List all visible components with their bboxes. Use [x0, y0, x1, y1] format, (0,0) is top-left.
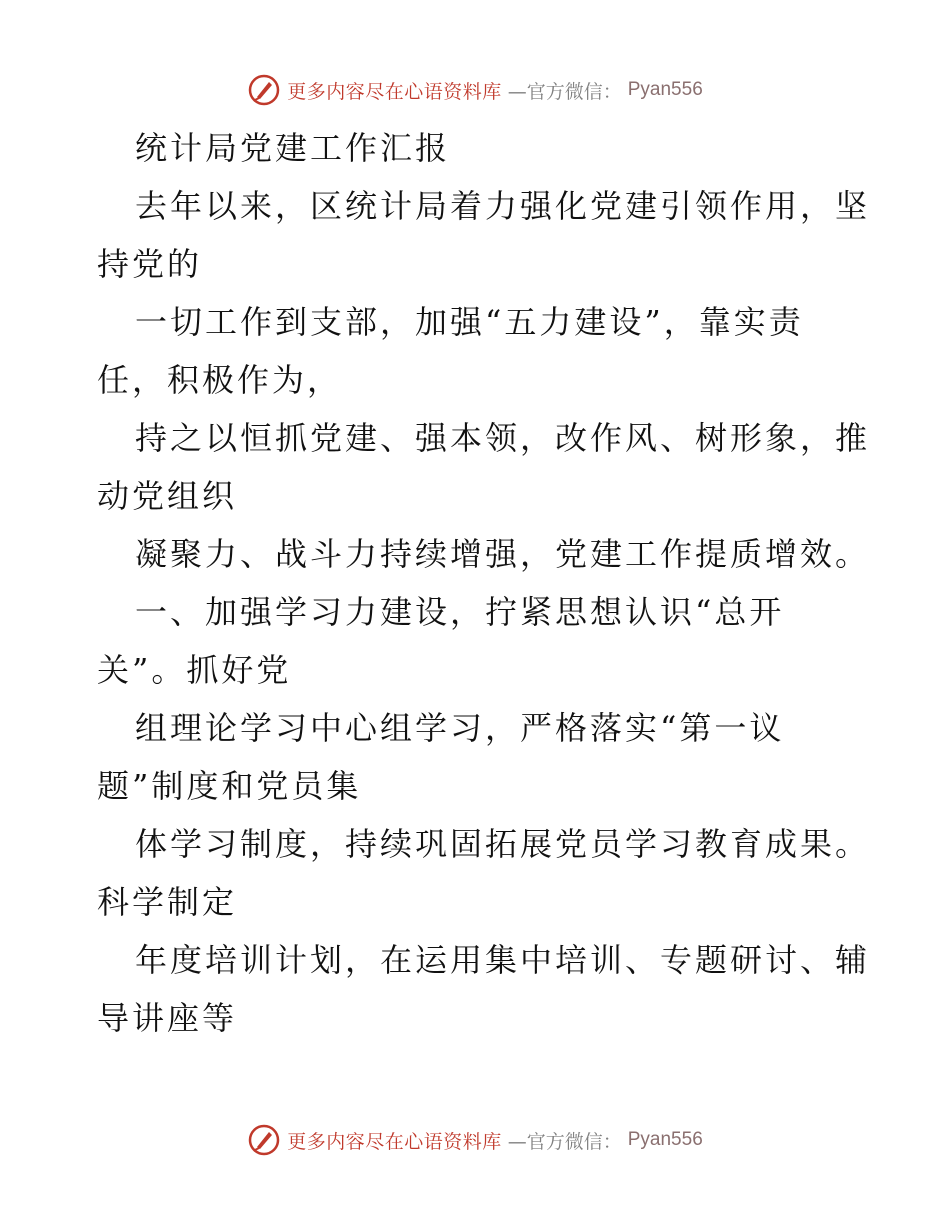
paragraph-line: 持党的	[97, 245, 203, 283]
watermark-text: 更多内容尽在心语资料库	[287, 80, 502, 103]
watermark-separator: —官方微信：	[507, 80, 622, 103]
paragraph-line: 动党组织	[97, 477, 238, 515]
watermark-wechat-id: Pyan556	[627, 79, 703, 100]
paragraph-line: 年度培训计划，在运用集中培训、专题研讨、辅	[135, 941, 871, 979]
watermark-separator: —官方微信：	[507, 1130, 622, 1153]
footer-watermark	[0, 1120, 950, 1160]
header-watermark	[0, 70, 950, 110]
paragraph-line: 组理论学习中心组学习，严格落实“第一议	[135, 709, 785, 747]
document-body	[97, 119, 871, 1047]
quill-seal-icon	[247, 1123, 281, 1157]
paragraph-line: 一切工作到支部，加强“五力建设”，靠实责	[135, 303, 804, 341]
watermark-text: 更多内容尽在心语资料库	[287, 1130, 502, 1153]
paragraph-line: 凝聚力、战斗力持续增强，党建工作提质增效。	[135, 535, 871, 573]
paragraph-line: 持之以恒抓党建、强本领，改作风、树形象，推	[135, 419, 871, 457]
quill-seal-icon	[247, 73, 281, 107]
paragraph-line: 导讲座等	[97, 999, 238, 1037]
watermark-wechat-id: Pyan556	[627, 1129, 703, 1150]
section-heading-line: 一、加强学习力建设，拧紧思想认识“总开	[135, 593, 785, 631]
paragraph-line: 题”制度和党员集	[97, 767, 362, 805]
paragraph-line: 任，积极作为，	[97, 361, 343, 399]
paragraph-line: 去年以来，区统计局着力强化党建引领作用，坚	[135, 187, 871, 225]
paragraph-line: 体学习制度，持续巩固拓展党员学习教育成果。	[135, 825, 871, 863]
paragraph-line: 关”。抓好党	[97, 651, 292, 689]
paragraph-line: 科学制定	[97, 883, 238, 921]
document-title: 统计局党建工作汇报	[135, 129, 451, 167]
